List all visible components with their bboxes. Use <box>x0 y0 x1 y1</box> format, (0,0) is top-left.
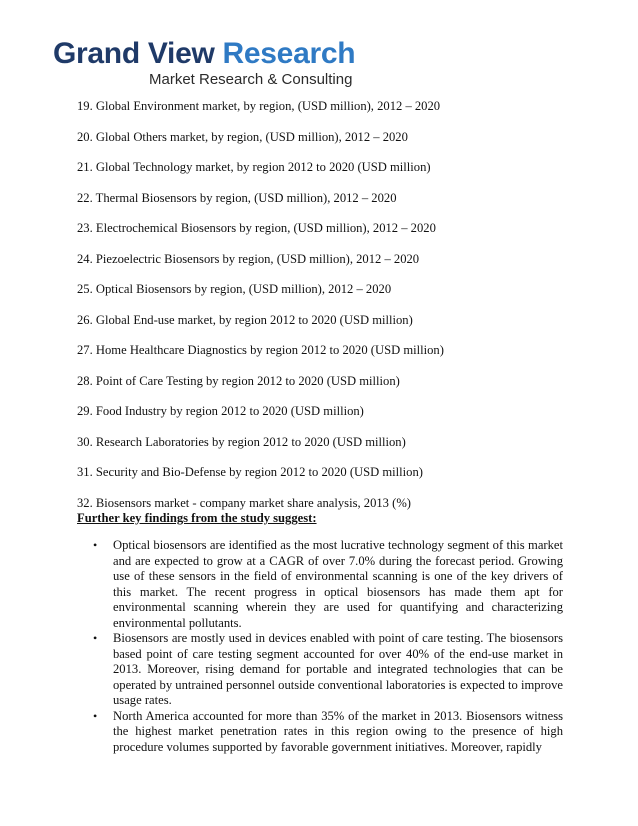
finding-item <box>77 709 563 756</box>
finding-item <box>77 631 563 709</box>
bullet-icon: • <box>93 631 98 645</box>
logo-title-grand-view: Grand View <box>53 37 223 70</box>
toc-item: 20. Global Others market, by region, (USD million), 2012 – 2020 <box>77 129 408 144</box>
toc-item: 22. Thermal Biosensors by region, (USD million), 2012 – 2020 <box>77 190 397 205</box>
toc-item: 29. Food Industry by region 2012 to 2020 (USD million) <box>77 404 364 418</box>
toc-item: 32. Biosensors market - company market share analysis, 2013 (%) <box>77 495 411 510</box>
finding-text: Biosensors are mostly used in devices enabled with point of care testing. The biosensors based point of care testing segment accounted for over 40% of the end-use market in 2013. Moreover, rising demand for portable and integrated technologies that can be operated by untrained personnel outside conventional laboratories is expected to improve usage rates. <box>113 631 563 707</box>
toc-item: 25. Optical Biosensors by region, (USD million), 2012 – 2020 <box>77 282 392 296</box>
finding-item <box>77 538 563 631</box>
toc-item: 23. Electrochemical Biosensors by region, (USD million), 2012 – 2020 <box>77 221 436 235</box>
toc-item: 31. Security and Bio-Defense by region 2012 to 2020 (USD million) <box>77 465 423 479</box>
toc-item: 28. Point of Care Testing by region 2012 to 2020 (USD million) <box>77 373 400 388</box>
finding-text: Optical biosensors are identified as the most lucrative technology segment of this market and are expected to grow at a CAGR of over 7.0% during the forecast period. Growing use of these sensors in the field of environmental scanning is one of the key drivers of this market. The recent progress in optical biosensors has made them apt for environmental scanning wherein they are used for quantifying and characterizing environmental pollutants. <box>113 538 563 630</box>
table-of-contents-list <box>77 99 444 526</box>
findings-bullet-list <box>77 538 563 755</box>
toc-item: 19. Global Environment market, by region, (USD million), 2012 – 2020 <box>77 99 441 113</box>
findings-heading: Further key findings from the study suggest: <box>77 511 317 525</box>
logo-title <box>53 38 355 70</box>
logo-title-research: Research <box>222 37 356 70</box>
finding-text: North America accounted for more than 35% of the market in 2013. Biosensors witness the highest market penetration rates in this region owing to the presence of high procedure volumes supported by favorable government initiatives. Moreover, rapidly <box>113 708 563 754</box>
toc-item: 26. Global End-use market, by region 2012 to 2020 (USD million) <box>77 312 413 327</box>
toc-item: 30. Research Laboratories by region 2012 to 2020 (USD million) <box>77 434 406 449</box>
company-logo <box>53 38 355 89</box>
toc-item: 24. Piezoelectric Biosensors by region, (USD million), 2012 – 2020 <box>77 251 420 266</box>
bullet-icon: • <box>93 708 98 723</box>
logo-subtitle: Market Research & Consulting <box>149 71 353 88</box>
toc-item: 21. Global Technology market, by region 2012 to 2020 (USD million) <box>77 160 431 174</box>
bullet-icon: • <box>93 538 98 552</box>
toc-item: 27. Home Healthcare Diagnostics by region 2012 to 2020 (USD million) <box>77 343 444 357</box>
